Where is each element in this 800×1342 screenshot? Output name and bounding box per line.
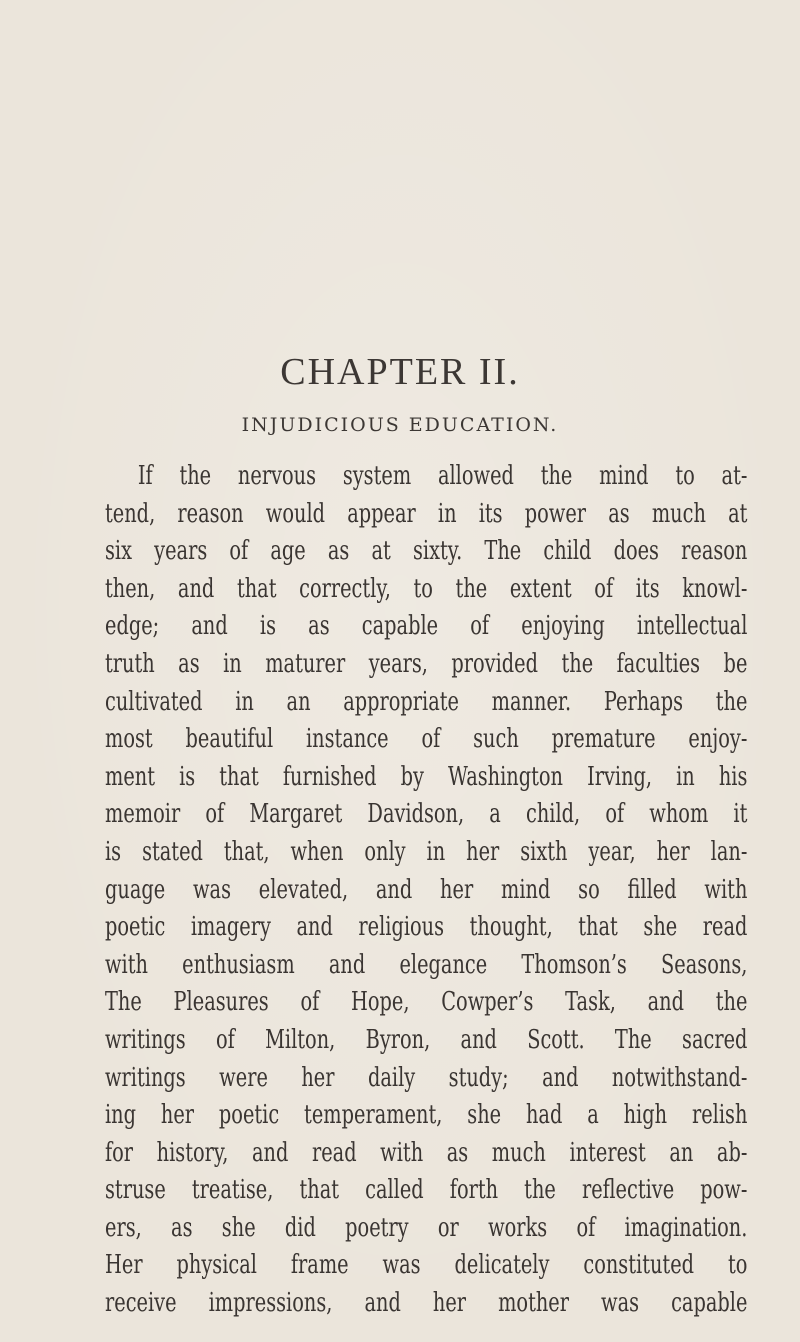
- chapter-title: INJUDICIOUS EDUCATION.: [241, 414, 559, 436]
- text-line: memoir of Margaret Davidson, a child, of whom it: [105, 798, 748, 830]
- text-line: is stated that, when only in her sixth year, her lan-: [105, 835, 748, 867]
- text-line: tend, reason would appear in its power as much at: [105, 497, 748, 529]
- text-line: edge; and is as capable of enjoying intellectual: [105, 610, 748, 642]
- text-line: truth as in maturer years, provided the faculties be: [105, 647, 748, 679]
- text-line: guage was elevated, and her mind so filled with: [105, 873, 748, 905]
- chapter-heading: CHAPTER II.: [280, 351, 520, 393]
- text-line: The Pleasures of Hope, Cowper’s Task, and the: [105, 986, 748, 1018]
- text-line: ment is that furnished by Washington Irving, in his: [105, 760, 748, 792]
- text-line: most beautiful instance of such premature enjoy-: [105, 723, 748, 755]
- text-line: ers, as she did poetry or works of imagination.: [105, 1211, 748, 1243]
- text-line: six years of age as at sixty. The child does reason: [105, 535, 748, 567]
- text-line: with enthusiasm and elegance Thomson’s Seasons,: [105, 948, 748, 980]
- text-line: writings were her daily study; and notwithstand-: [105, 1061, 748, 1093]
- text-line: struse treatise, that called forth the reflective pow-: [105, 1174, 748, 1206]
- text-line: If the nervous system allowed the mind to at-: [137, 460, 748, 491]
- text-line: ing her poetic temperament, she had a high relish: [105, 1099, 748, 1131]
- text-line: then, and that correctly, to the extent of its knowl-: [105, 572, 748, 604]
- text-line: receive impressions, and her mother was capable: [105, 1287, 748, 1319]
- text-line: for history, and read with as much interest an ab-: [105, 1136, 748, 1168]
- text-line: Her physical frame was delicately constituted to: [105, 1249, 748, 1281]
- text-line: writings of Milton, Byron, and Scott. The sacred: [105, 1023, 748, 1055]
- body-paragraph: [105, 457, 747, 1322]
- text-line: cultivated in an appropriate manner. Perhaps the: [105, 685, 748, 717]
- text-line: poetic imagery and religious thought, that she read: [105, 911, 748, 943]
